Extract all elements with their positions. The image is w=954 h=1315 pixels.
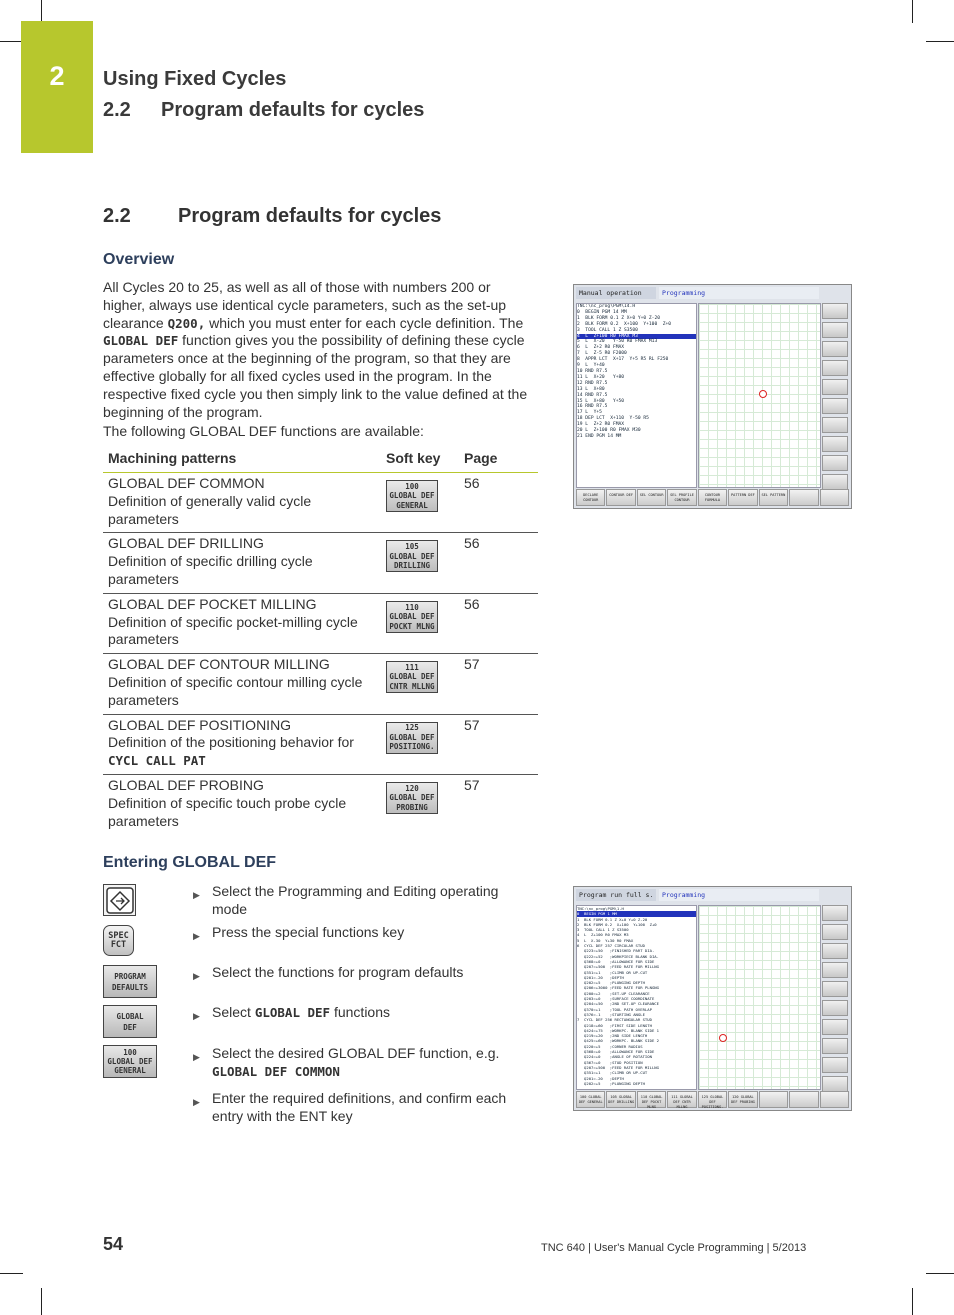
- code-line: 21 END PGM 14 MM: [577, 433, 622, 439]
- code-line: Q368=+0 ;ALLOWANCE FOR SIDE: [577, 1049, 655, 1055]
- code-line: Q200=+2 ;SET-UP CLEARANCE: [577, 990, 650, 996]
- global-def-softkey[interactable]: [386, 480, 438, 512]
- code-line: 10 RND R7.5: [577, 368, 608, 374]
- q200-code: Q200,: [167, 315, 206, 331]
- header-section-title: Program defaults for cycles: [161, 99, 425, 121]
- step-3: [191, 964, 531, 982]
- section-number: 2.2: [103, 205, 131, 227]
- pattern-name: GLOBAL DEF POCKET MILLING: [108, 595, 317, 612]
- desc-text: Definition of specific contour milling cycle parameters: [108, 673, 363, 708]
- key-label: GLOBAL DEF: [389, 551, 435, 561]
- step-4: [191, 1004, 531, 1022]
- softkey-cell: [381, 593, 459, 653]
- code-line: 7 CYCL DEF 256 RECTANGULAR STUD: [577, 1017, 652, 1023]
- pattern-cell: [103, 714, 381, 774]
- code-line: 18 DEP LCT X+110 Y-50 R5: [577, 416, 649, 422]
- header-section-number: 2.2: [103, 99, 131, 121]
- key-label: GENERAL: [114, 1066, 146, 1075]
- screen-softkey[interactable]: [789, 489, 818, 506]
- vertical-softkey-bar: [822, 905, 848, 1092]
- desc-text: Definition of the positioning behavior for: [108, 734, 354, 751]
- desc-text: Definition of specific pocket-milling cycle parameters: [108, 613, 358, 648]
- step-text: functions: [330, 1004, 391, 1020]
- page-cell: 57: [459, 654, 538, 714]
- step-text: Enter the required definitions, and confirm each entry with the ENT key: [212, 1090, 507, 1124]
- code-line: Q203=+0 ;SURFACE COORDINATE: [577, 996, 655, 1002]
- code-line: 8 APPR LCT X+17 Y+5 R5 RL F250: [577, 357, 669, 363]
- screen-softkey[interactable]: [820, 1091, 849, 1108]
- code-line: 6 L Z+2 R0 FMAX: [577, 345, 625, 351]
- crop-mark: [0, 1273, 23, 1274]
- key-label: FCT: [110, 939, 127, 950]
- code-line: Q351=+1 ;CLIMB OR UP-CUT: [577, 969, 648, 975]
- key-label: 111: [405, 662, 419, 672]
- screen-softkey[interactable]: 120 GLOBAL DEF PROBING: [728, 1091, 757, 1108]
- code-line: 4 L Z+100 R0 FMAX M3: [577, 334, 696, 340]
- key-label: GLOBAL DEF: [107, 1057, 153, 1066]
- code-line: 20 L Z+100 R0 FMAX M30: [577, 428, 641, 434]
- code-line: Q201=-20 ;DEPTH: [577, 1075, 624, 1081]
- key-label: CNTR MLLNG: [389, 681, 435, 691]
- screen-mode2-label: [659, 889, 819, 901]
- screen-softkey[interactable]: 105 GLOBAL DEF DRILLING: [606, 1091, 635, 1108]
- desc-code: CYCL CALL PAT: [108, 753, 206, 769]
- screen-mode-label: Program run full s.: [576, 889, 656, 901]
- code-line: 2 BLK FORM 0.2 X+100 Y+100 Z+0: [577, 921, 657, 927]
- code-line: Q370=+1 ;TOOL PATH OVERLAP: [577, 1006, 652, 1012]
- code-line: 3 TOOL CALL 1 Z S3500: [577, 927, 629, 933]
- code-line: Q367=+0 ;STUD POSITION: [577, 1059, 643, 1065]
- crop-mark: [0, 41, 23, 42]
- global-def-general-softkey[interactable]: [103, 1045, 157, 1078]
- code-line: 2 BLK FORM 0.2 X+100 Y+100 Z+0: [577, 321, 672, 327]
- code-line: Q202=+5 ;PLUNGING DEPTH: [577, 1080, 645, 1086]
- graphics-panel: [698, 905, 821, 1090]
- code-line: 16 RND R7.5: [577, 404, 608, 410]
- crop-mark: [926, 41, 954, 42]
- screen-mode-label: Manual operation: [576, 287, 656, 299]
- code-line: Q219=+20 ;2ND SIDE LENGTH: [577, 1033, 648, 1039]
- header-section: [103, 99, 424, 122]
- table-row: [103, 714, 538, 774]
- code-line: Q206=+3000 ;FEED RATE FOR PLNGNG: [577, 985, 659, 991]
- tnc-screen-global-def: [573, 886, 852, 1111]
- code-line: Q204=+50 ;2ND SET-UP CLEARANCE: [577, 1001, 659, 1007]
- code-line: 13 L X+80: [577, 386, 605, 392]
- text-span: which you must enter for each cycle definition. The: [205, 314, 524, 331]
- global-def-softkey[interactable]: [386, 782, 438, 814]
- desc-text: Definition of generally valid cycle parameters: [108, 492, 312, 527]
- crop-mark: [41, 1288, 42, 1315]
- key-label: GLOBAL DEF: [389, 672, 435, 682]
- code-line: Q207=+500 ;FEED RATE FOR MILLNG: [577, 964, 659, 970]
- step-text: Select the Programming and Editing operating mode: [212, 883, 499, 917]
- spec-fct-key[interactable]: [103, 925, 134, 956]
- chapter-tab: [21, 21, 93, 153]
- key-label: POSITIONG.: [389, 742, 435, 752]
- key-label: PROBING: [396, 802, 428, 812]
- key-label: SPEC: [108, 930, 129, 941]
- screen-softkey-row: [576, 489, 849, 506]
- bullet-triangle-icon: ▶: [193, 931, 200, 941]
- step-6: [191, 1090, 531, 1126]
- page-cell: 56: [459, 533, 538, 593]
- screen-softkey[interactable]: CONTOUR FORMULA: [698, 489, 727, 506]
- screen-softkey[interactable]: 110 GLOBAL DEF POCKT MLNG: [637, 1091, 666, 1108]
- code-line: 17 L Y+5: [577, 410, 602, 416]
- pattern-name: GLOBAL DEF CONTOUR MILLING: [108, 656, 330, 673]
- key-label: GLOBAL: [116, 1011, 144, 1021]
- screen-softkey[interactable]: DECLARE CONTOUR: [576, 489, 605, 506]
- screen-mode2-text: Programming: [662, 289, 706, 297]
- code-line: 0 BEGIN PGM 14 MM: [577, 309, 627, 315]
- pattern-cell: [103, 593, 381, 653]
- global-def-code: GLOBAL DEF: [103, 333, 179, 349]
- overview-paragraph: [103, 279, 533, 421]
- section-title: Program defaults for cycles: [178, 205, 442, 227]
- global-def-softkey[interactable]: [386, 601, 438, 633]
- table-row: [103, 473, 538, 533]
- desc-text: Definition of specific drilling cycle parameters: [108, 553, 313, 587]
- key-label: 100: [123, 1048, 137, 1057]
- graphics-panel: [698, 303, 821, 488]
- code-line: Q224=+0 ;ANGLE OF ROTATION: [577, 1054, 652, 1060]
- code-line: Q201=-20 ;DEPTH: [577, 974, 624, 980]
- step-text: Select: [212, 1004, 255, 1020]
- code-line: Q424=+75 ;WORKPC. BLANK SIDE 1: [577, 1027, 659, 1033]
- softkey-cell: [381, 714, 459, 774]
- key-label: GLOBAL DEF: [389, 793, 435, 803]
- code-line: Q202=+5 ;PLUNGING DEPTH: [577, 980, 645, 986]
- screen-softkey[interactable]: SEL PATTERN: [759, 489, 788, 506]
- global-def-softkey[interactable]: [386, 540, 438, 572]
- key-label: POCKT MLNG: [389, 621, 435, 631]
- step-text: Select the functions for program defaults: [212, 964, 464, 980]
- key-label: DEFAULTS: [111, 982, 149, 992]
- screen-softkey[interactable]: SEL PROFILE CONTOUR: [667, 489, 696, 506]
- key-label: GLOBAL DEF: [389, 612, 435, 622]
- pattern-name: GLOBAL DEF POSITIONING: [108, 716, 292, 733]
- program-path: TNC:\nc_prog\PGM\1.H: [577, 906, 624, 911]
- column-header: Machining patterns: [103, 447, 381, 473]
- footer-text: TNC 640 | User's Manual Cycle Programming | 5/2013: [541, 1242, 807, 1254]
- programming-mode-key[interactable]: [103, 884, 136, 916]
- crop-mark: [926, 1273, 954, 1274]
- code-line: 12 RND R7.5: [577, 380, 608, 386]
- tnc-screen-programming: [573, 284, 852, 509]
- table-row: [103, 774, 538, 834]
- global-def-softkey[interactable]: [386, 661, 438, 693]
- global-def-softkey[interactable]: [103, 1005, 157, 1038]
- vertical-softkey-bar: [822, 303, 848, 490]
- softkey-cell: [381, 654, 459, 714]
- step-1: [191, 883, 531, 919]
- section-heading: [103, 205, 441, 228]
- screen-softkey[interactable]: [789, 1091, 818, 1108]
- global-def-softkey[interactable]: [386, 722, 438, 754]
- crop-mark: [912, 0, 913, 23]
- code-line: 4 L Z+100 R0 FMAX M3: [577, 932, 629, 938]
- softkey-cell: [381, 774, 459, 834]
- code-line: 0 BEGIN PGM 1 MM: [577, 911, 696, 916]
- page-cell: 56: [459, 473, 538, 533]
- key-label: DRILLING: [393, 561, 431, 571]
- table-row: [103, 593, 538, 653]
- text-span: All Cycles 20 to 25, as well as all of those with numbers 200 or higher, always use identical cycle parameters, such as the set-up clearance: [103, 279, 507, 331]
- crop-mark: [41, 0, 42, 23]
- softkey-cell: [381, 473, 459, 533]
- key-label: 110: [405, 602, 419, 612]
- step-code: GLOBAL DEF COMMON: [212, 1063, 340, 1079]
- overview-heading: Overview: [103, 251, 175, 268]
- key-label: DEF: [123, 1022, 137, 1032]
- pattern-name: GLOBAL DEF DRILLING: [108, 535, 264, 552]
- pattern-name: GLOBAL DEF COMMON: [108, 475, 265, 491]
- program-code-listing: [576, 303, 697, 488]
- entering-heading: Entering GLOBAL DEF: [103, 854, 277, 871]
- pattern-desc: [108, 493, 376, 529]
- code-line: 7 L Z-5 R0 F2000: [577, 351, 627, 357]
- pattern-desc: [108, 734, 376, 770]
- code-line: 15 L X+80 Y+50: [577, 398, 625, 404]
- pattern-name: GLOBAL DEF PROBING: [108, 776, 264, 793]
- bullet-triangle-icon: ▶: [193, 1052, 200, 1062]
- key-label: GLOBAL DEF: [389, 491, 435, 501]
- bullet-triangle-icon: ▶: [193, 971, 200, 981]
- program-defaults-softkey[interactable]: [103, 965, 157, 998]
- screen-softkey[interactable]: 111 GLOBAL DEF CNTR MLLNG: [667, 1091, 696, 1108]
- pattern-cell: [103, 533, 381, 593]
- key-label: 125: [405, 723, 419, 733]
- machining-patterns-table: [103, 447, 538, 834]
- page-cell: 56: [459, 593, 538, 653]
- code-line: 5 L X-30 Y+30 R0 FMAX: [577, 937, 634, 943]
- code-line: 19 L Z+2 R0 FMAX: [577, 422, 625, 428]
- chapter-number: 2: [49, 61, 65, 91]
- key-label: GLOBAL DEF: [389, 732, 435, 742]
- programming-mode-icon: [104, 885, 137, 915]
- text-span: function gives you the possibility of defining these cycle parameters once at the beginning of the program, so that they are effective globally for all fixed cycles used in the program. In the respective fixed cycle you then simply link to the value defined at the beginning of the program.: [103, 332, 528, 420]
- screen-softkey[interactable]: [759, 1091, 788, 1108]
- key-label: GENERAL: [396, 500, 428, 510]
- pattern-cell: [103, 774, 381, 834]
- pattern-desc: [108, 674, 376, 710]
- screen-softkey[interactable]: PATTERN DEF: [728, 489, 757, 506]
- pattern-desc: [108, 614, 376, 650]
- table-header-row: [103, 447, 538, 473]
- column-header: Page: [459, 447, 538, 473]
- screen-softkey-row: [576, 1091, 849, 1108]
- target-marker-icon: [719, 1034, 727, 1042]
- code-line: 9 L Y+40: [577, 363, 605, 369]
- softkey-cell: [381, 533, 459, 593]
- code-line: Q207=+500 ;FEED RATE FOR MILLNG: [577, 1064, 659, 1070]
- pattern-desc: [108, 553, 376, 589]
- screen-softkey[interactable]: 100 GLOBAL DEF GENERAL: [576, 1091, 605, 1108]
- screen-softkey[interactable]: CONTOUR DEF: [606, 489, 635, 506]
- pattern-cell: [103, 473, 381, 533]
- bullet-triangle-icon: ▶: [193, 1011, 200, 1021]
- key-label: 100: [405, 481, 419, 491]
- screen-softkey[interactable]: 125 GLOBAL DEF POSITIONG.: [698, 1091, 727, 1108]
- step-text: Press the special functions key: [212, 924, 405, 940]
- page-cell: 57: [459, 714, 538, 774]
- code-line: Q222=+52 ;WORKPIECE BLANK DIA.: [577, 953, 659, 959]
- step-text: Select the desired GLOBAL DEF function, e.g.: [212, 1045, 500, 1061]
- screen-mode2-label: [659, 287, 819, 299]
- code-line: 1 BLK FORM 0.1 Z X+0 Y+0 Z-20: [577, 315, 660, 321]
- code-line: Q220=+5 ;CORNER RADIUS: [577, 1043, 643, 1049]
- code-line: Q223=+50 ;FINISHED PART DIA.: [577, 948, 655, 954]
- program-path: TNC:\nc_prog\PGM\14.H: [577, 304, 636, 309]
- code-line: 3 TOOL CALL 1 Z S3500: [577, 327, 638, 333]
- target-marker-icon: [759, 390, 767, 398]
- code-line: 11 L X+20 Y+80: [577, 374, 625, 380]
- pattern-desc: [108, 795, 376, 831]
- desc-text: Definition of specific touch probe cycle parameters: [108, 794, 347, 829]
- program-code-listing: [576, 905, 697, 1090]
- code-line: Q425=+60 ;WORKPC. BLANK SIDE 2: [577, 1038, 659, 1044]
- code-line: Q218=+60 ;FIRST SIDE LENGTH: [577, 1022, 652, 1028]
- step-5: [191, 1045, 531, 1081]
- bullet-triangle-icon: ▶: [193, 890, 200, 900]
- screen-softkey[interactable]: SEL CONTOUR: [637, 489, 666, 506]
- key-label: 120: [405, 783, 419, 793]
- code-line: 5 L X-20 Y-50 R0 FMAX M13: [577, 339, 658, 345]
- key-label: 105: [405, 542, 419, 552]
- code-line: Q351=+1 ;CLIMB OR UP-CUT: [577, 1070, 648, 1076]
- code-line: 14 RND R7.5: [577, 392, 608, 398]
- column-header: Soft key: [381, 447, 459, 473]
- key-label: PROGRAM: [114, 971, 146, 981]
- step-code: GLOBAL DEF: [254, 1005, 331, 1020]
- pattern-cell: [103, 654, 381, 714]
- table-row: [103, 654, 538, 714]
- overview-intro-table: The following GLOBAL DEF functions are available:: [103, 423, 424, 439]
- page-cell: 57: [464, 776, 480, 793]
- code-line: 1 BLK FORM 0.1 Z X+0 Y+0 Z-20: [577, 916, 648, 922]
- code-line: 6 CYCL DEF 257 CIRCULAR STUD: [577, 943, 645, 949]
- screen-mode2-text: Programming: [662, 891, 706, 899]
- chapter-title: Using Fixed Cycles: [103, 68, 287, 90]
- bullet-triangle-icon: ▶: [193, 1097, 200, 1107]
- step-2: [191, 924, 531, 942]
- crop-mark: [912, 1288, 913, 1315]
- screen-softkey[interactable]: [820, 489, 849, 506]
- code-line: Q376=-1 ;STARTING ANGLE: [577, 1011, 645, 1017]
- code-line: Q368=+0 ;ALLOWANCE FOR SIDE: [577, 958, 655, 964]
- page-number: 54: [103, 1234, 124, 1254]
- table-row: [103, 533, 538, 593]
